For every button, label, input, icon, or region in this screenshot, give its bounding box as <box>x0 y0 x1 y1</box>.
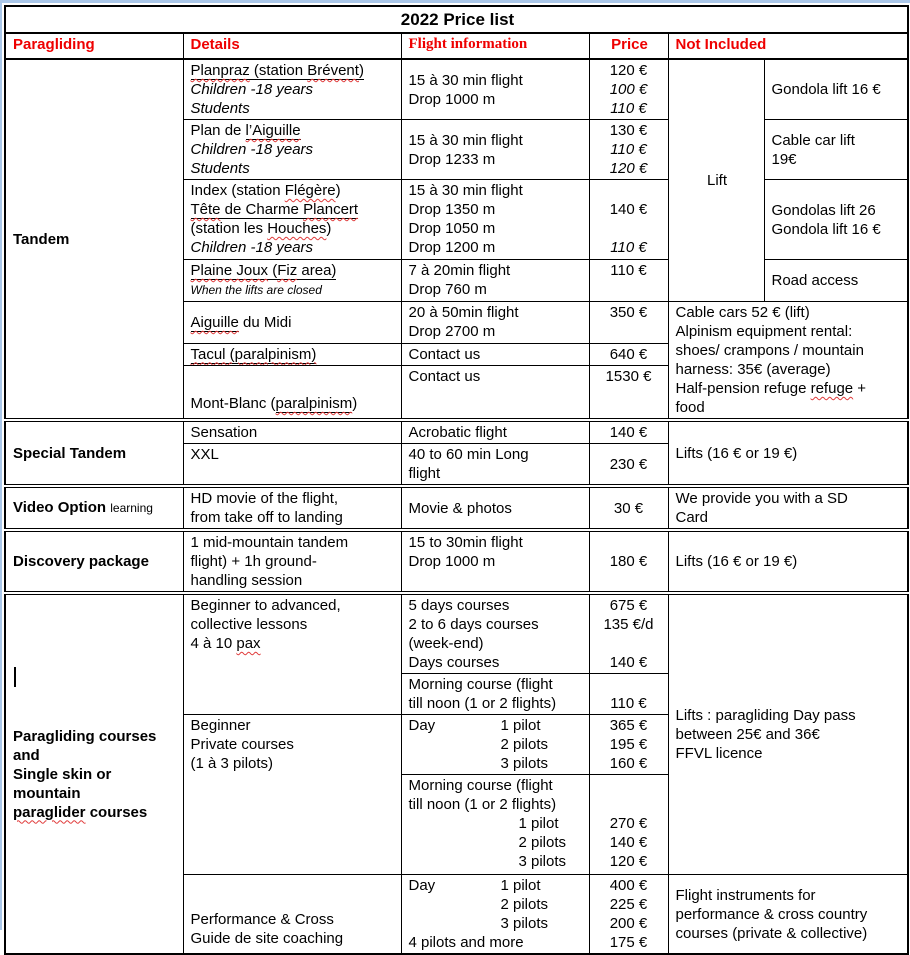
cell-details-aiguille-midi[interactable]: Aiguille du Midi <box>183 302 401 344</box>
cell-flight-performance[interactable]: Day 1 pilot 2 pilots 3 pilots 4 pilots and more <box>401 875 589 955</box>
section-label-tandem[interactable]: Tandem <box>5 59 183 420</box>
col-header-paragliding: Paragliding <box>5 33 183 59</box>
cell-details-collective[interactable]: Beginner to advanced, collective lessons 4 à 10 pax <box>183 593 401 715</box>
cell-price-aiguille-midi[interactable]: 350 € <box>589 302 668 344</box>
cell-details-planpraz[interactable]: Planpraz (station Brévent) Children -18 years Students <box>183 59 401 120</box>
cell-flight-private-morning[interactable]: Morning course (flight till noon (1 or 2 flights) 1 pilot 2 pilots 3 pilots <box>401 775 589 875</box>
cell-details-index[interactable]: Index (station Flégère) Tête de Charme Plancert (station les Houches) Children -18 years <box>183 180 401 260</box>
cell-details-sensation[interactable]: Sensation <box>183 420 401 444</box>
cell-details-plan-aiguille[interactable]: Plan de l’Aiguille Children -18 years Students <box>183 120 401 180</box>
cell-flight-video[interactable]: Movie & photos <box>401 486 589 530</box>
cell-price-planpraz[interactable]: 120 € 100 € 110 € <box>589 59 668 120</box>
cell-flight-index[interactable]: 15 à 30 min flight Drop 1350 m Drop 1050 m Drop 1200 m <box>401 180 589 260</box>
cell-price-video[interactable]: 30 € <box>589 486 668 530</box>
cell-details-performance[interactable]: Performance & Cross Guide de site coaching <box>183 875 401 955</box>
cell-flight-collective-morning[interactable]: Morning course (flight till noon (1 or 2 flights) <box>401 674 589 715</box>
cell-flight-planpraz[interactable]: 15 à 30 min flight Drop 1000 m <box>401 59 589 120</box>
section-label-courses-text: Paragliding courses and Single skin or mountain paraglider courses <box>13 727 157 821</box>
cell-not-included-video[interactable]: We provide you with a SD Card <box>668 486 908 530</box>
cell-price-xxl[interactable]: 230 € <box>589 444 668 487</box>
cell-details-private[interactable]: Beginner Private courses (1 à 3 pilots) <box>183 715 401 875</box>
cell-price-plan-aiguille[interactable]: 130 € 110 € 120 € <box>589 120 668 180</box>
cell-not-included-performance[interactable]: Flight instruments for performance & cross country courses (private & collective) <box>668 875 908 955</box>
section-label-video-option[interactable]: Video Option learning <box>5 486 183 530</box>
cell-not-included-discovery[interactable]: Lifts (16 € or 19 €) <box>668 530 908 593</box>
cell-price-private-day[interactable]: 365 € 195 € 160 € <box>589 715 668 775</box>
cell-not-included-plan-aiguille[interactable]: Cable car lift 19€ <box>764 120 908 180</box>
cell-price-plaine-joux[interactable]: 110 € <box>589 260 668 302</box>
cell-details-discovery[interactable]: 1 mid-mountain tandem flight) + 1h ground- handling session <box>183 530 401 593</box>
col-header-not-included: Not Included <box>668 33 908 59</box>
cell-not-included-lift[interactable]: Lift <box>668 59 764 302</box>
cell-price-performance[interactable]: 400 € 225 € 200 € 175 € <box>589 875 668 955</box>
price-table <box>4 5 909 955</box>
cell-not-included-planpraz[interactable]: Gondola lift 16 € <box>764 59 908 120</box>
cell-not-included-alpinism[interactable]: Cable cars 52 € (lift) Alpinism equipment rental: shoes/ crampons / mountain harness: 35€ (average) Half-pension refuge refuge + food <box>668 302 908 421</box>
col-header-price: Price <box>589 33 668 59</box>
cell-price-collective-days[interactable]: 675 € 135 €/d 140 € <box>589 593 668 674</box>
col-header-flight-information: Flight information <box>401 33 589 59</box>
cell-not-included-plaine-joux[interactable]: Road access <box>764 260 908 302</box>
cell-details-mont-blanc[interactable]: Mont-Blanc (paralpinism) <box>183 365 401 420</box>
cell-price-collective-morning[interactable]: 110 € <box>589 674 668 715</box>
cell-not-included-special-tandem[interactable]: Lifts (16 € or 19 €) <box>668 420 908 486</box>
cell-flight-xxl[interactable]: 40 to 60 min Long flight <box>401 444 589 487</box>
cell-details-plaine-joux[interactable]: Plaine Joux (Fiz area) When the lifts are closed <box>183 260 401 302</box>
cell-flight-aiguille-midi[interactable]: 20 à 50min flight Drop 2700 m <box>401 302 589 344</box>
cell-flight-plaine-joux[interactable]: 7 à 20min flight Drop 760 m <box>401 260 589 302</box>
cell-price-sensation[interactable]: 140 € <box>589 420 668 444</box>
cell-price-private-morning[interactable]: 270 € 140 € 120 € <box>589 775 668 875</box>
cell-flight-sensation[interactable]: Acrobatic flight <box>401 420 589 444</box>
cell-flight-mont-blanc[interactable]: Contact us <box>401 365 589 420</box>
section-label-special-tandem[interactable]: Special Tandem <box>5 420 183 486</box>
text-cursor <box>14 667 16 687</box>
cell-not-included-courses[interactable]: Lifts : paragliding Day pass between 25€ and 36€ FFVL licence <box>668 593 908 875</box>
cell-flight-tacul[interactable]: Contact us <box>401 343 589 365</box>
cell-flight-plan-aiguille[interactable]: 15 à 30 min flight Drop 1233 m <box>401 120 589 180</box>
section-label-discovery[interactable]: Discovery package <box>5 530 183 593</box>
cell-flight-collective-days[interactable]: 5 days courses 2 to 6 days courses (week-end) Days courses <box>401 593 589 674</box>
cell-details-xxl[interactable]: XXL <box>183 444 401 487</box>
page-title: 2022 Price list <box>5 6 908 33</box>
cell-details-video[interactable]: HD movie of the flight, from take off to landing <box>183 486 401 530</box>
section-label-courses[interactable] <box>5 593 183 954</box>
cell-price-discovery[interactable]: 180 € <box>589 530 668 593</box>
cell-details-tacul[interactable]: Tacul (paralpinism) <box>183 343 401 365</box>
cell-flight-discovery[interactable]: 15 to 30min flight Drop 1000 m <box>401 530 589 593</box>
cell-price-tacul[interactable]: 640 € <box>589 343 668 365</box>
cell-price-index[interactable]: 140 € 110 € <box>589 180 668 260</box>
cell-flight-private-day[interactable]: Day 1 pilot 2 pilots 3 pilots <box>401 715 589 775</box>
cell-not-included-index[interactable]: Gondolas lift 26 Gondola lift 16 € <box>764 180 908 260</box>
col-header-details: Details <box>183 33 401 59</box>
cell-price-mont-blanc[interactable]: 1530 € <box>589 365 668 420</box>
